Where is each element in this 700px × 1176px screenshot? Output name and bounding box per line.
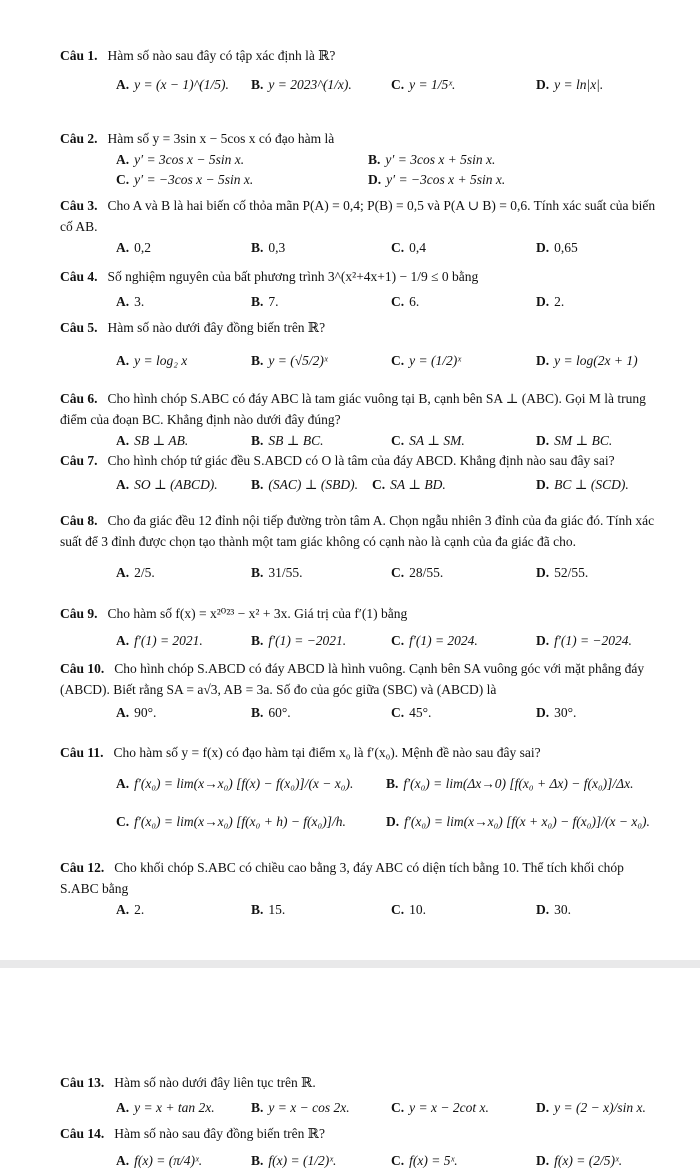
option-label: C. (391, 1100, 405, 1115)
question-label: Câu 11. (60, 745, 104, 760)
option-a[interactable]: SB ⊥ AB. (134, 433, 189, 448)
question-text: Cho hình chóp S.ABCD có đáy ABCD là hình vuông. Cạnh bên SA vuông góc với mặt phẳng đáy (ABCD). Biết rằng SA = a√3, AB = 3a. Số đo của góc giữa (SBC) và (ABCD) là (60, 661, 645, 697)
option-b[interactable]: f′(1) = −2021. (268, 633, 347, 648)
question-12 (60, 857, 660, 921)
question-label: Câu 14. (60, 1126, 105, 1141)
option-d[interactable]: SM ⊥ BC. (554, 433, 613, 448)
option-label: A. (116, 705, 130, 720)
option-d[interactable]: BC ⊥ (SCD). (554, 477, 629, 492)
option-label: A. (116, 433, 130, 448)
question-13 (60, 1072, 660, 1123)
option-c[interactable]: y = (1/2)ˣ (409, 353, 462, 368)
option-label: B. (368, 152, 381, 167)
question-text: Hàm số y = 3sin x − 5cos x có đạo hàm là (107, 131, 335, 146)
question-label: Câu 2. (60, 131, 98, 146)
option-c[interactable]: f′(x₀) = lim(x→x₀) [f(x₀ + h) − f(x₀)]/h. (134, 814, 346, 829)
option-label: D. (536, 565, 550, 580)
option-label: C. (372, 477, 386, 492)
option-label: D. (368, 172, 382, 187)
question-text: Cho khối chóp S.ABC có chiều cao bằng 3, đáy ABC có diện tích bằng 10. Thể tích khối chóp S.ABC bằng (60, 860, 624, 896)
option-a[interactable]: f′(1) = 2021. (134, 633, 203, 648)
question-1 (60, 45, 660, 100)
option-d[interactable]: y = log(2x + 1) (554, 353, 638, 368)
option-label: B. (251, 1153, 264, 1168)
option-a[interactable]: y = x + tan 2x. (134, 1100, 215, 1115)
option-label: A. (116, 240, 130, 255)
option-d[interactable]: y = ln|x|. (554, 77, 604, 92)
option-label: C. (391, 1153, 405, 1168)
option-d[interactable]: f(x) = (2/5)ˣ. (554, 1153, 623, 1168)
option-label: C. (391, 353, 405, 368)
option-a[interactable]: y′ = 3cos x − 5sin x. (134, 152, 245, 167)
option-label: A. (116, 353, 130, 368)
option-d[interactable]: f′(1) = −2024. (554, 633, 632, 648)
option-b[interactable]: f(x) = (1/2)ˣ. (268, 1153, 337, 1168)
option-label: A. (116, 1153, 130, 1168)
question-label: Câu 7. (60, 453, 98, 468)
option-c[interactable]: SA ⊥ BD. (390, 477, 446, 492)
option-label: C. (391, 565, 405, 580)
option-b[interactable]: 0,3 (268, 240, 286, 255)
option-label: C. (116, 814, 130, 829)
question-2 (60, 128, 660, 189)
question-label: Câu 12. (60, 860, 105, 875)
option-label: A. (116, 152, 130, 167)
option-a[interactable]: f(x) = (π/4)ˣ. (134, 1153, 203, 1168)
option-label: C. (391, 705, 405, 720)
question-label: Câu 3. (60, 198, 98, 213)
option-c[interactable]: 28/55. (409, 565, 444, 580)
option-label: C. (391, 433, 405, 448)
option-b[interactable]: y′ = 3cos x + 5sin x. (385, 152, 496, 167)
option-label: C. (116, 172, 130, 187)
page-separator (0, 960, 700, 968)
option-label: D. (536, 240, 550, 255)
option-a[interactable]: 3. (134, 294, 145, 309)
question-label: Câu 6. (60, 391, 98, 406)
question-label: Câu 8. (60, 513, 98, 528)
option-a[interactable]: y = (x − 1)^(1/5). (134, 77, 229, 92)
option-label: D. (536, 294, 550, 309)
option-label: C. (391, 633, 405, 648)
option-label: B. (251, 353, 264, 368)
option-d[interactable]: 30. (554, 902, 571, 917)
option-c[interactable]: y = x − 2cot x. (409, 1100, 489, 1115)
option-label: B. (251, 705, 264, 720)
option-d[interactable]: 52/55. (554, 565, 589, 580)
option-c[interactable]: 45°. (409, 705, 432, 720)
question-label: Câu 5. (60, 320, 98, 335)
option-label: D. (536, 433, 550, 448)
option-a[interactable]: SO ⊥ (ABCD). (134, 477, 218, 492)
question-14 (60, 1123, 660, 1176)
option-label: C. (391, 240, 405, 255)
option-d[interactable]: y′ = −3cos x + 5sin x. (386, 172, 506, 187)
question-text: Cho đa giác đều 12 đỉnh nội tiếp đường tròn tâm A. Chọn ngẫu nhiên 3 đỉnh của đa giác đó. Tính xác suất để 3 đỉnh được chọn tạo thành một tam giác không có cạnh nào là cạnh của đa giác đã cho. (60, 513, 655, 549)
option-label: D. (536, 633, 550, 648)
option-a[interactable]: f′(x₀) = lim(x→x₀) [f(x) − f(x₀)]/(x − x₀). (134, 776, 354, 791)
option-label: B. (386, 776, 399, 791)
option-label: D. (536, 353, 550, 368)
question-7 (60, 450, 660, 498)
option-label: B. (251, 433, 264, 448)
option-b[interactable]: 7. (268, 294, 279, 309)
option-label: B. (251, 477, 264, 492)
option-b[interactable]: y = 2023^(1/x). (268, 77, 352, 92)
question-text: Số nghiệm nguyên của bất phương trình 3^(x²+4x+1) − 1/9 ≤ 0 bằng (107, 269, 479, 284)
option-c[interactable]: 10. (409, 902, 426, 917)
option-label: A. (116, 776, 130, 791)
option-label: C. (391, 77, 405, 92)
question-text: Hàm số nào dưới đây liên tục trên ℝ. (114, 1075, 316, 1090)
question-label: Câu 10. (60, 661, 105, 676)
question-text: Cho hàm số f(x) = x²⁰²³ − x² + 3x. Giá trị của f′(1) bằng (107, 606, 408, 621)
option-b[interactable]: y = x − cos 2x. (268, 1100, 350, 1115)
option-b[interactable]: 15. (268, 902, 286, 917)
option-label: D. (536, 1153, 550, 1168)
option-b[interactable]: 60°. (268, 705, 291, 720)
option-c[interactable]: 0,4 (409, 240, 426, 255)
option-label: B. (251, 294, 264, 309)
option-d[interactable]: f′(x₀) = lim(x→x₀) [f(x + x₀) − f(x₀)]/(x − x₀). (404, 814, 650, 829)
option-a[interactable]: 2/5. (134, 565, 155, 580)
question-9 (60, 603, 660, 654)
option-label: C. (391, 902, 405, 917)
question-label: Câu 1. (60, 48, 98, 63)
question-10 (60, 658, 660, 724)
question-text: Cho A và B là hai biến cố thỏa mãn P(A) = 0,4; P(B) = 0,5 và P(A ∪ B) = 0,6. Tính xác suất của biến cố AB. (60, 198, 656, 234)
option-c[interactable]: f(x) = 5ˣ. (409, 1153, 458, 1168)
option-label: B. (251, 902, 264, 917)
option-c[interactable]: y′ = −3cos x − 5sin x. (134, 172, 254, 187)
question-8 (60, 510, 660, 588)
option-label: A. (116, 77, 130, 92)
option-a[interactable]: y = log₂ x (134, 353, 188, 368)
option-label: D. (536, 477, 550, 492)
option-label: B. (251, 633, 264, 648)
question-4 (60, 266, 660, 313)
option-d[interactable]: y = (2 − x)/sin x. (554, 1100, 646, 1115)
option-a[interactable]: 90°. (134, 705, 157, 720)
option-label: B. (251, 1100, 264, 1115)
option-d[interactable]: 2. (554, 294, 565, 309)
question-text: Hàm số nào dưới đây đồng biến trên ℝ? (107, 320, 326, 335)
option-label: A. (116, 902, 130, 917)
question-label: Câu 4. (60, 269, 98, 284)
question-5 (60, 317, 660, 376)
option-label: A. (116, 477, 130, 492)
question-3 (60, 195, 660, 259)
option-label: C. (391, 294, 405, 309)
question-11 (60, 742, 660, 849)
option-a[interactable]: 0,2 (134, 240, 151, 255)
option-label: D. (536, 77, 550, 92)
option-a[interactable]: 2. (134, 902, 145, 917)
option-d[interactable]: 0,65 (554, 240, 578, 255)
option-label: D. (536, 705, 550, 720)
option-label: D. (536, 1100, 550, 1115)
option-label: A. (116, 294, 130, 309)
question-label: Câu 13. (60, 1075, 105, 1090)
option-label: A. (116, 1100, 130, 1115)
option-label: D. (536, 902, 550, 917)
question-text: Hàm số nào sau đây có tập xác định là ℝ? (107, 48, 336, 63)
option-b[interactable]: 31/55. (268, 565, 303, 580)
option-b[interactable]: (SAC) ⊥ (SBD). (268, 477, 358, 492)
option-c[interactable]: SA ⊥ SM. (409, 433, 465, 448)
question-label: Câu 9. (60, 606, 98, 621)
option-c[interactable]: f′(1) = 2024. (409, 633, 478, 648)
question-text: Hàm số nào sau đây đồng biến trên ℝ? (114, 1126, 325, 1141)
question-text: Cho hình chóp tứ giác đều S.ABCD có O là tâm của đáy ABCD. Khẳng định nào sau đây sai? (107, 453, 615, 468)
option-c[interactable]: 6. (409, 294, 420, 309)
option-label: D. (386, 814, 400, 829)
option-label: A. (116, 633, 130, 648)
option-c[interactable]: y = 1/5ˣ. (409, 77, 456, 92)
option-label: B. (251, 565, 264, 580)
question-text: Cho hình chóp S.ABC có đáy ABC là tam giác vuông tại B, cạnh bên SA ⊥ (ABC). Gọi M là trung điểm của đoạn BC. Khẳng định nào dưới đây đúng? (60, 391, 646, 427)
option-label: B. (251, 77, 264, 92)
option-b[interactable]: f′(x₀) = lim(Δx→0) [f(x₀ + Δx) − f(x₀)]/Δx. (403, 776, 634, 791)
option-label: B. (251, 240, 264, 255)
option-d[interactable]: 30°. (554, 705, 577, 720)
option-label: A. (116, 565, 130, 580)
option-b[interactable]: y = (√5/2)ˣ (268, 353, 328, 368)
question-6 (60, 388, 660, 450)
question-text: Cho hàm số y = f(x) có đạo hàm tại điểm x₀ là f′(x₀). Mệnh đề nào sau đây sai? (113, 745, 541, 760)
option-b[interactable]: SB ⊥ BC. (268, 433, 324, 448)
